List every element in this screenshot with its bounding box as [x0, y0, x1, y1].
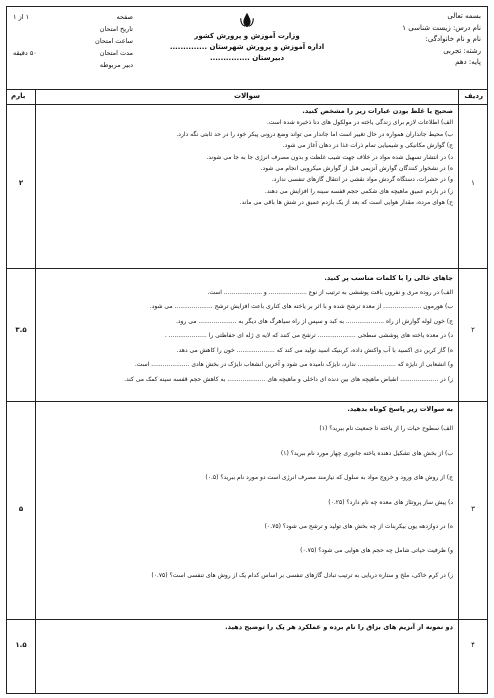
question-item: د) پیش ساز پروتئاز های معده چه نام دارد؟ (۰.۲۵): [328, 498, 453, 506]
question-item: ه) در نشخوار کنندگان گوارش آنزیمی قبل از گوارش میکروبی انجام می شود.: [260, 165, 453, 173]
education-office: اداره آموزش و پرورش شهرستان ..............: [169, 43, 325, 51]
question-score: ۵: [18, 505, 24, 513]
question-number: ۲: [471, 326, 475, 334]
question-score: ۳.۵: [15, 326, 27, 334]
question-2: [7, 268, 487, 402]
question-title: صحیح یا غلط بودن عبارات زیر را مشخص کنید.: [302, 107, 453, 115]
col-num-header: ردیف: [464, 92, 483, 100]
ministry-name: وزارت آموزش و پرورش کشور: [194, 32, 300, 40]
question-item: و) ظرفیت حیاتی شامل چه حجم های هوایی می شود؟ (۰.۷۵): [300, 547, 453, 555]
question-item: ه) گاز کربن دی اکسید با آب واکنش داده، کربنیک اسید تولید می کند که .................... خون را کاهش می دهد.: [176, 346, 453, 354]
exam-info-row: تاریخ امتحان: [99, 25, 133, 33]
col-score-header: بارم: [11, 92, 26, 100]
question-body: [41, 271, 453, 387]
exam-header: [7, 7, 487, 89]
question-score: ۲: [18, 179, 24, 187]
school-name: دبیرستان ...............: [209, 54, 285, 62]
question-3: [7, 401, 487, 620]
question-item: ه) در دوازدهه یون بیکربنات از چه بخش های تولید و ترشح می شود؟ (۰.۷۵): [264, 523, 453, 531]
exam-sheet: [6, 6, 488, 694]
question-number: ۴: [471, 641, 475, 649]
header-right-line: نام درس: زیست شناسی ۱: [402, 23, 481, 32]
question-item: د) در انتشار تسهیل شده مواد در خلاف جهت شیب غلظت و بدون مصرف انرژی جا به جا می شوند.: [206, 153, 453, 161]
question-item: ج) از روش های ورود و خروج مواد به سلول که نیازمند مصرف انرژی است دو مورد نام ببرید؟ (۰.۵): [205, 474, 453, 482]
header-right-line: نام و نام خانوادگی:: [425, 35, 481, 43]
question-item: و) در حشرات، دستگاه گردش مواد نقشی در انتقال گازهای تنفسی ندارد.: [271, 176, 453, 184]
question-title: به سوالات زیر پاسخ کوتاه بدهید.: [347, 405, 453, 413]
question-title: جاهای خالی را با کلمات مناسب پر کنید.: [324, 274, 453, 282]
question-item: ح) هوای مرده، مقدار هوایی است که بعد از یک بازدم عمیق در شش ها باقی می ماند.: [239, 199, 453, 207]
emblem-icon: [238, 11, 256, 29]
question-item: ب) از بخش های تشکیل دهنده یاخته جانوری چهار مورد نام ببرید؟ (۱): [280, 449, 453, 457]
question-number: ۳: [471, 505, 475, 513]
question-body: [41, 106, 453, 209]
question-title: دو نمونه از آنزیم های بزاق را نام برده و عملکرد هر یک را توضیح دهید.: [225, 623, 453, 631]
question-item: الف) اطلاعات لازم برای زندگی یاخته در مولکول های دنا ذخیره شده است.: [267, 119, 453, 127]
question-item: د) در معده یاخته های پوششی سطحی .................... ترشح می کنند که لایه ی ژله ای حفاظتی را .................... .: [164, 332, 453, 339]
exam-info-row: دبیر مربوطه: [99, 61, 133, 69]
question-body: [41, 404, 453, 594]
exam-info-row: ساعت امتحان: [95, 37, 133, 45]
question-item: ز) در کرم خاکی، ملخ و ستاره دریایی به ترتیب تبادل گازهای تنفسی بر اساس کدام یک از روش های تنفسی است؟ (۰.۷۵): [151, 571, 453, 579]
question-item: ز) در بازدم عمیق ماهیچه های شکمی حجم قفسه سینه را افزایش می دهند.: [264, 187, 453, 195]
question-score: ۱.۵: [15, 641, 27, 649]
question-item: الف) سطوح حیات را از یاخته تا جمعیت نام ببرید؟ (۱): [319, 425, 453, 433]
header-right-line: رشته: تجربی: [443, 46, 481, 55]
header-right-line: پایه: دهم: [455, 58, 481, 66]
question-1: [7, 103, 487, 269]
header-exam-info: [13, 11, 133, 71]
question-item: ج) گوارش مکانیکی و شیمیایی تمام ذرات غذا در دهان آغاز می شود.: [282, 142, 453, 150]
question-item: ب) محیط جانداران همواره در حال تغییر است اما جاندار می تواند وضع درونی پیکر خود را در حد ثابتی نگه دارد.: [176, 130, 453, 138]
question-4: [7, 619, 487, 695]
question-number: ۱: [471, 179, 475, 187]
question-item: و) انشعابی از نایژه که .................... ندارد، نایژک نامیده می شود و آخرین انشعاب نایژک در بخش هادی .................... است.: [134, 361, 453, 368]
question-item: الف) در روده مری و نفرون بافت پوششی به ترتیب از نوع .................... و .................... است.: [207, 288, 453, 296]
question-body: [41, 622, 453, 633]
question-item: ب) هورمون .................... از معده ترشح شده و با اثر بر یاخته های کناری باعث افزایش ترشح .................... می شود.: [149, 303, 453, 310]
exam-info-row: مدت امتحان ۵۰ دقیقه: [13, 49, 133, 57]
header-right-line: بسمه تعالی: [447, 12, 481, 20]
col-questions-header: سوالات: [234, 92, 260, 100]
header-student-info: [331, 11, 481, 69]
exam-info-row: صفحه ۱ از ۱: [13, 13, 133, 21]
question-item: ز) در .................... انقباض ماهیچه های بین دنده ای داخلی و ماهیچه های .................... به کاهش حجم قفسه سینه کمک می کند.: [124, 375, 453, 383]
question-item: ج) خون لوله گوارش از راه .................... به کبد و سپس از راه سیاهرگ های دیگر به .................... می رود.: [175, 317, 453, 325]
header-ministry: [167, 11, 327, 64]
